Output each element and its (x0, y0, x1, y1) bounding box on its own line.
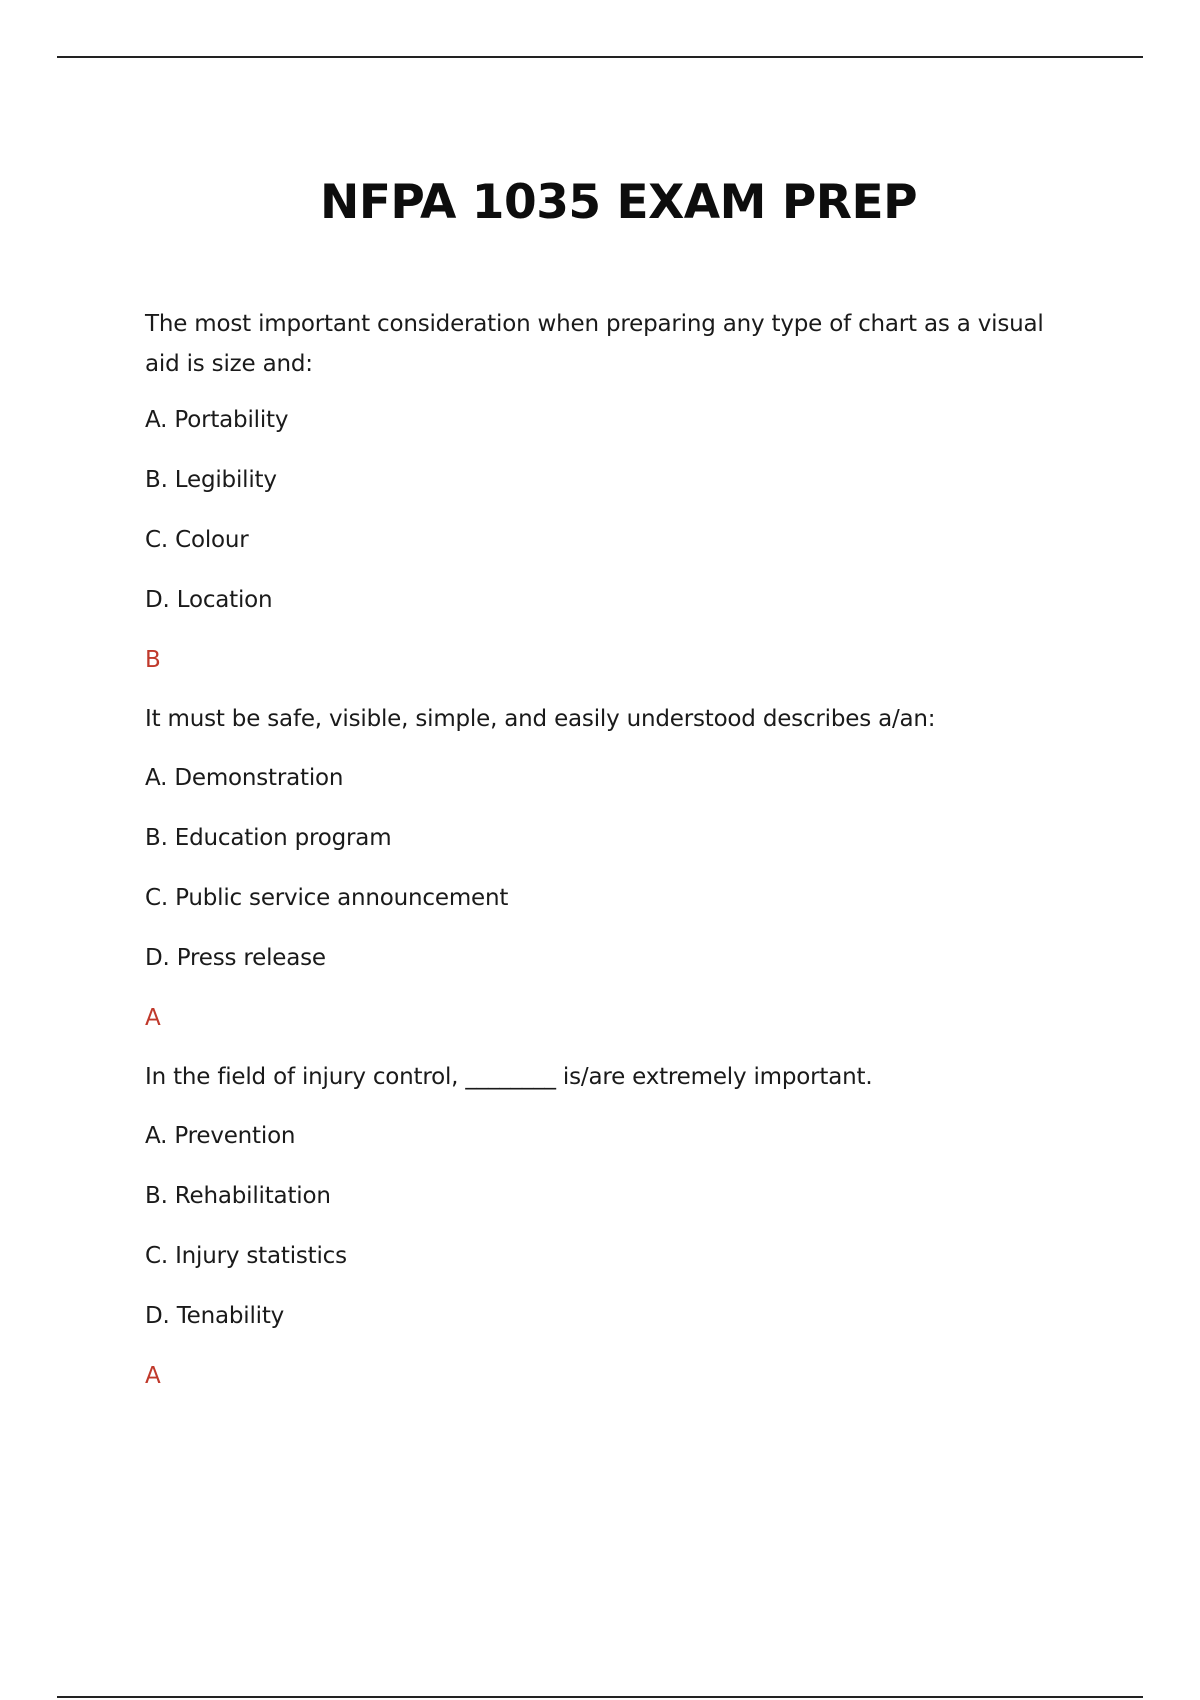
answer-option: A. Demonstration (145, 765, 344, 791)
page-title: NFPA 1035 EXAM PREP (319, 175, 918, 231)
question-block (145, 1057, 1085, 1396)
correct-answer: A (145, 1363, 161, 1389)
bottom-rule (57, 1696, 1143, 1698)
top-rule (57, 56, 1143, 58)
answer-option: B. Rehabilitation (145, 1183, 331, 1209)
answer-option: C. Public service announcement (145, 885, 509, 911)
answer-option: D. Location (145, 587, 273, 613)
question-text: The most important consideration when preparing any type of chart as a visual aid is size and: (145, 311, 1044, 377)
answer-option: B. Education program (145, 825, 392, 851)
correct-answer: B (145, 647, 161, 673)
answer-option: A. Prevention (145, 1123, 296, 1149)
question-text: It must be safe, visible, simple, and easily understood describes a/an: (145, 706, 936, 732)
question-list (145, 304, 1085, 1415)
answer-option: D. Tenability (145, 1303, 285, 1329)
answer-option: A. Portability (145, 407, 289, 433)
question-text: In the field of injury control, ________ is/are extremely important. (145, 1064, 873, 1090)
question-block (145, 699, 1085, 1038)
answer-option: B. Legibility (145, 467, 277, 493)
question-block (145, 304, 1085, 680)
answer-option: C. Colour (145, 527, 249, 553)
correct-answer: A (145, 1005, 161, 1031)
answer-option: C. Injury statistics (145, 1243, 347, 1269)
answer-option: D. Press release (145, 945, 326, 971)
